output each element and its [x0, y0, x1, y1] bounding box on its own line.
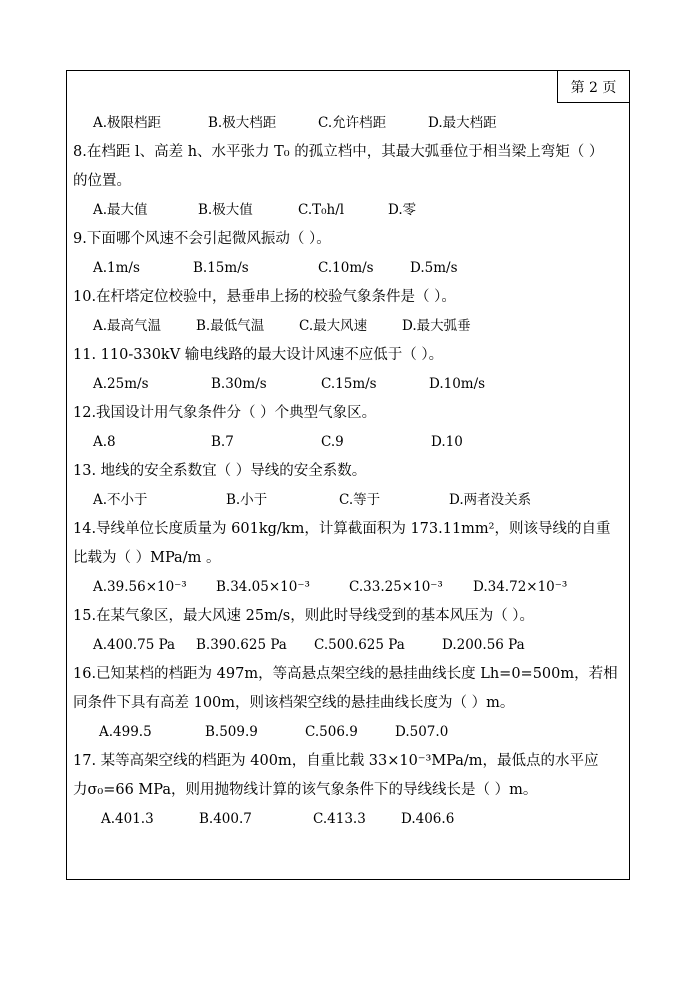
options-row: [73, 370, 623, 399]
options-row: [73, 254, 623, 283]
option-item: A.不小于: [93, 492, 148, 508]
option-item: C.413.3: [313, 811, 366, 827]
options-row: [73, 312, 623, 341]
options-row: [73, 805, 623, 834]
option-item: B.最低气温: [196, 318, 265, 334]
options-row: [73, 196, 623, 225]
question-line: 力σ₀=66 MPa，则用抛物线计算的该气象条件下的导线线长是（ ）m。: [73, 782, 538, 798]
option-item: C.33.25×10⁻³: [349, 579, 443, 595]
question-line: 14.导线单位长度质量为 601kg/km，计算截面积为 173.11mm²，则该导线的自重: [73, 521, 611, 537]
option-item: B.极大档距: [208, 115, 277, 131]
option-item: A.极限档距: [93, 115, 162, 131]
option-item: A.最大值: [93, 202, 148, 218]
option-item: C.9: [321, 434, 344, 450]
question-line: 13. 地线的安全系数宜（ ）导线的安全系数。: [73, 463, 367, 479]
option-item: D.406.6: [401, 811, 455, 827]
question-line: 11. 110-330kV 输电线路的最大设计风速不应低于（ ）。: [73, 347, 444, 363]
question-line: 16.已知某档的档距为 497m，等高悬点架空线的悬挂曲线长度 Lh=0=500m，若相: [73, 666, 618, 682]
question-line: 比载为（ ）MPa/m 。: [73, 550, 221, 566]
question-line: 15.在某气象区，最大风速 25m/s，则此时导线受到的基本风压为（ ）。: [73, 608, 535, 624]
option-item: C.10m/s: [318, 260, 374, 276]
question-line: 12.我国设计用气象条件分（ ）个典型气象区。: [73, 405, 377, 421]
option-item: C.最大风速: [299, 318, 368, 334]
question-line: 同条件下具有高差 100m，则该档架空线的悬挂曲线长度为（ ）m。: [73, 695, 515, 711]
question-line: 8.在档距 l、高差 h、水平张力 T₀ 的孤立档中，其最大弧垂位于相当梁上弯矩（ ）: [73, 144, 604, 160]
option-item: B.极大值: [198, 202, 253, 218]
option-item: C.T₀h/l: [298, 202, 345, 218]
options-row: [73, 428, 623, 457]
option-item: D.200.56 Pa: [442, 637, 525, 653]
option-item: A.最高气温: [93, 318, 162, 334]
options-row: [73, 631, 623, 660]
option-item: D.最大弧垂: [402, 318, 471, 334]
options-row: [73, 718, 623, 747]
option-item: A.499.5: [99, 724, 152, 740]
option-item: D.两者没关系: [449, 492, 532, 508]
question-line: 9.下面哪个风速不会引起微风振动（ ）。: [73, 231, 331, 247]
option-item: B.30m/s: [211, 376, 267, 392]
options-row: [73, 573, 623, 602]
option-item: D.507.0: [395, 724, 449, 740]
option-item: B.509.9: [205, 724, 258, 740]
options-row: [73, 109, 623, 138]
option-item: D.34.72×10⁻³: [473, 579, 568, 595]
option-item: C.允许档距: [318, 115, 387, 131]
option-item: A.39.56×10⁻³: [93, 579, 187, 595]
exam-page-frame: [66, 70, 630, 880]
question-line: 的位置。: [73, 173, 131, 189]
option-item: D.零: [388, 202, 417, 218]
page-number-box: 第 2 页: [557, 70, 630, 103]
option-item: A.8: [93, 434, 116, 450]
option-item: D.5m/s: [410, 260, 458, 276]
option-item: A.25m/s: [93, 376, 149, 392]
option-item: B.34.05×10⁻³: [216, 579, 310, 595]
option-item: B.小于: [226, 492, 268, 508]
option-item: C.等于: [339, 492, 381, 508]
option-item: D.10: [431, 434, 463, 450]
question-line: 10.在杆塔定位校验中，悬垂串上扬的校验气象条件是（ ）。: [73, 289, 456, 305]
option-item: A.400.75 Pa: [93, 637, 176, 653]
option-item: A.1m/s: [93, 260, 140, 276]
question-line: 17. 某等高架空线的档距为 400m，自重比载 33×10⁻³MPa/m，最低点的水平应: [73, 753, 599, 769]
option-item: B.7: [211, 434, 234, 450]
option-item: C.15m/s: [321, 376, 377, 392]
option-item: C.506.9: [305, 724, 358, 740]
option-item: C.500.625 Pa: [314, 637, 405, 653]
option-item: B.15m/s: [193, 260, 249, 276]
options-row: [73, 486, 623, 515]
option-item: D.最大档距: [428, 115, 497, 131]
option-item: B.390.625 Pa: [196, 637, 287, 653]
option-item: B.400.7: [199, 811, 252, 827]
option-item: A.401.3: [101, 811, 154, 827]
question-list: [73, 109, 623, 834]
option-item: D.10m/s: [429, 376, 486, 392]
